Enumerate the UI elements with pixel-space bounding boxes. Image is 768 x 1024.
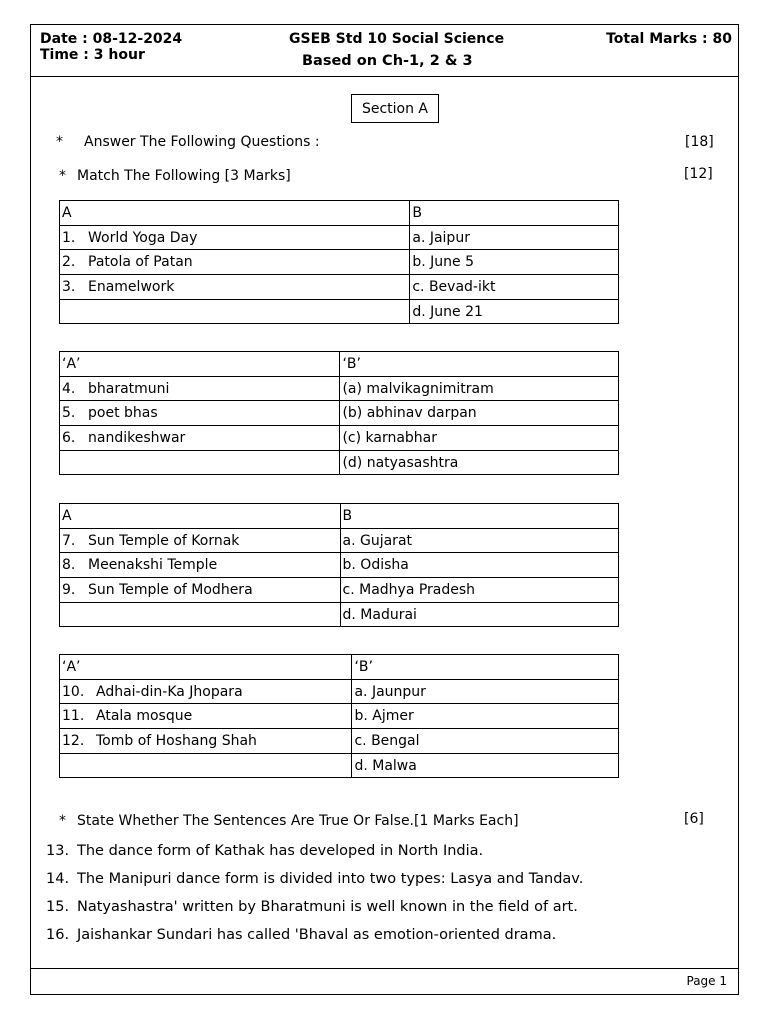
item-number: 14. [46, 871, 70, 887]
table-header-row [60, 504, 619, 529]
column-b-header: ‘B’ [352, 655, 619, 680]
item-number: 16. [46, 927, 70, 943]
column-b-header: B [410, 201, 619, 226]
page-number: Page 1 [686, 974, 727, 988]
item-b: b. Odisha [340, 553, 618, 578]
questions-heading-bullet: * [56, 134, 63, 150]
match-heading-bullet: * [59, 168, 66, 184]
item-a: nandikeshwar [88, 429, 186, 446]
item-b: (c) karnabhar [340, 426, 619, 451]
table-row [60, 450, 619, 475]
table-row [60, 275, 619, 300]
item-b: a. Jaunpur [352, 679, 619, 704]
list-item [46, 899, 578, 915]
match-marks: [12] [684, 166, 713, 182]
column-b-header: B [340, 504, 618, 529]
item-a: Meenakshi Temple [88, 557, 218, 574]
item-number: 12. [62, 732, 85, 749]
match-table-3 [59, 503, 619, 627]
table-row [60, 528, 619, 553]
table-header-row [60, 655, 619, 680]
item-number: 7. [62, 532, 76, 549]
tf-marks: [6] [684, 811, 704, 827]
item-b: c. Bevad-ikt [410, 275, 619, 300]
column-b-header: ‘B’ [340, 352, 619, 377]
exam-time: Time : 3 hour [40, 47, 145, 63]
total-marks: Total Marks : 80 [606, 31, 732, 47]
item-b: a. Gujarat [340, 528, 618, 553]
match-table-2 [59, 351, 619, 475]
item-b: b. June 5 [410, 250, 619, 275]
item-b: d. June 21 [410, 299, 619, 324]
item-a: Atala mosque [96, 708, 193, 725]
exam-date: Date : 08-12-2024 [40, 31, 183, 47]
item-number: 4. [62, 380, 76, 397]
item-text: The Manipuri dance form is divided into two types: Lasya and Tandav. [77, 871, 584, 887]
list-item [46, 927, 556, 943]
table-row [60, 753, 619, 778]
item-a: Patola of Patan [88, 254, 193, 271]
column-a-header: A [60, 201, 410, 226]
item-text: The dance form of Kathak has developed in North India. [77, 843, 484, 859]
exam-title: GSEB Std 10 Social Science [289, 31, 505, 47]
item-b: a. Jaipur [410, 225, 619, 250]
item-number: 11. [62, 708, 85, 725]
table-row [60, 299, 619, 324]
table-row [60, 729, 619, 754]
table-header-row [60, 352, 619, 377]
column-a-header: ‘A’ [60, 655, 352, 680]
match-heading: Match The Following [3 Marks] [77, 168, 291, 184]
item-a: poet bhas [88, 405, 158, 422]
table-row [60, 553, 619, 578]
item-a: Tomb of Hoshang Shah [96, 732, 257, 749]
item-b: b. Ajmer [352, 704, 619, 729]
table-row [60, 578, 619, 603]
item-b: d. Malwa [352, 753, 619, 778]
item-number: 13. [46, 843, 70, 859]
footer-divider [30, 968, 739, 969]
item-text: Natyashastra' written by Bharatmuni is well known in the field of art. [77, 899, 578, 915]
item-number: 3. [62, 278, 76, 295]
item-a: World Yoga Day [88, 229, 198, 246]
match-table-4 [59, 654, 619, 778]
item-b: c. Madhya Pradesh [340, 578, 618, 603]
item-number: 2. [62, 254, 76, 271]
item-number: 15. [46, 899, 70, 915]
item-b: (d) natyasashtra [340, 450, 619, 475]
item-number: 5. [62, 405, 76, 422]
item-a: Adhai-din-Ka Jhopara [96, 683, 243, 700]
item-number: 6. [62, 429, 76, 446]
questions-marks: [18] [685, 134, 714, 150]
column-a-header: ‘A’ [60, 352, 340, 377]
item-b: (a) malvikagnimitram [340, 376, 619, 401]
item-text: Jaishankar Sundari has called 'Bhaval as emotion-oriented drama. [77, 927, 557, 943]
header-divider [30, 76, 739, 77]
questions-heading: Answer The Following Questions : [84, 134, 320, 150]
column-a-header: A [60, 504, 341, 529]
item-a: Sun Temple of Kornak [88, 532, 240, 549]
table-row [60, 250, 619, 275]
table-header-row [60, 201, 619, 226]
table-row [60, 704, 619, 729]
item-number: 10. [62, 683, 85, 700]
table-row [60, 426, 619, 451]
table-row [60, 401, 619, 426]
item-a: Enamelwork [88, 278, 175, 295]
table-row [60, 225, 619, 250]
table-row [60, 679, 619, 704]
item-number: 9. [62, 581, 76, 598]
item-b: c. Bengal [352, 729, 619, 754]
item-b: (b) abhinav darpan [340, 401, 619, 426]
item-a: bharatmuni [88, 380, 170, 397]
item-number: 1. [62, 229, 76, 246]
table-row [60, 602, 619, 627]
item-number: 8. [62, 557, 76, 574]
match-table-1 [59, 200, 619, 324]
list-item [46, 843, 483, 859]
tf-heading: State Whether The Sentences Are True Or False.[1 Marks Each] [77, 813, 519, 829]
exam-subtitle: Based on Ch-1, 2 & 3 [302, 53, 473, 69]
item-b: d. Madurai [340, 602, 618, 627]
list-item [46, 871, 583, 887]
tf-heading-bullet: * [59, 813, 66, 829]
table-row [60, 376, 619, 401]
section-title: Section A [351, 94, 439, 123]
item-a: Sun Temple of Modhera [88, 581, 253, 598]
